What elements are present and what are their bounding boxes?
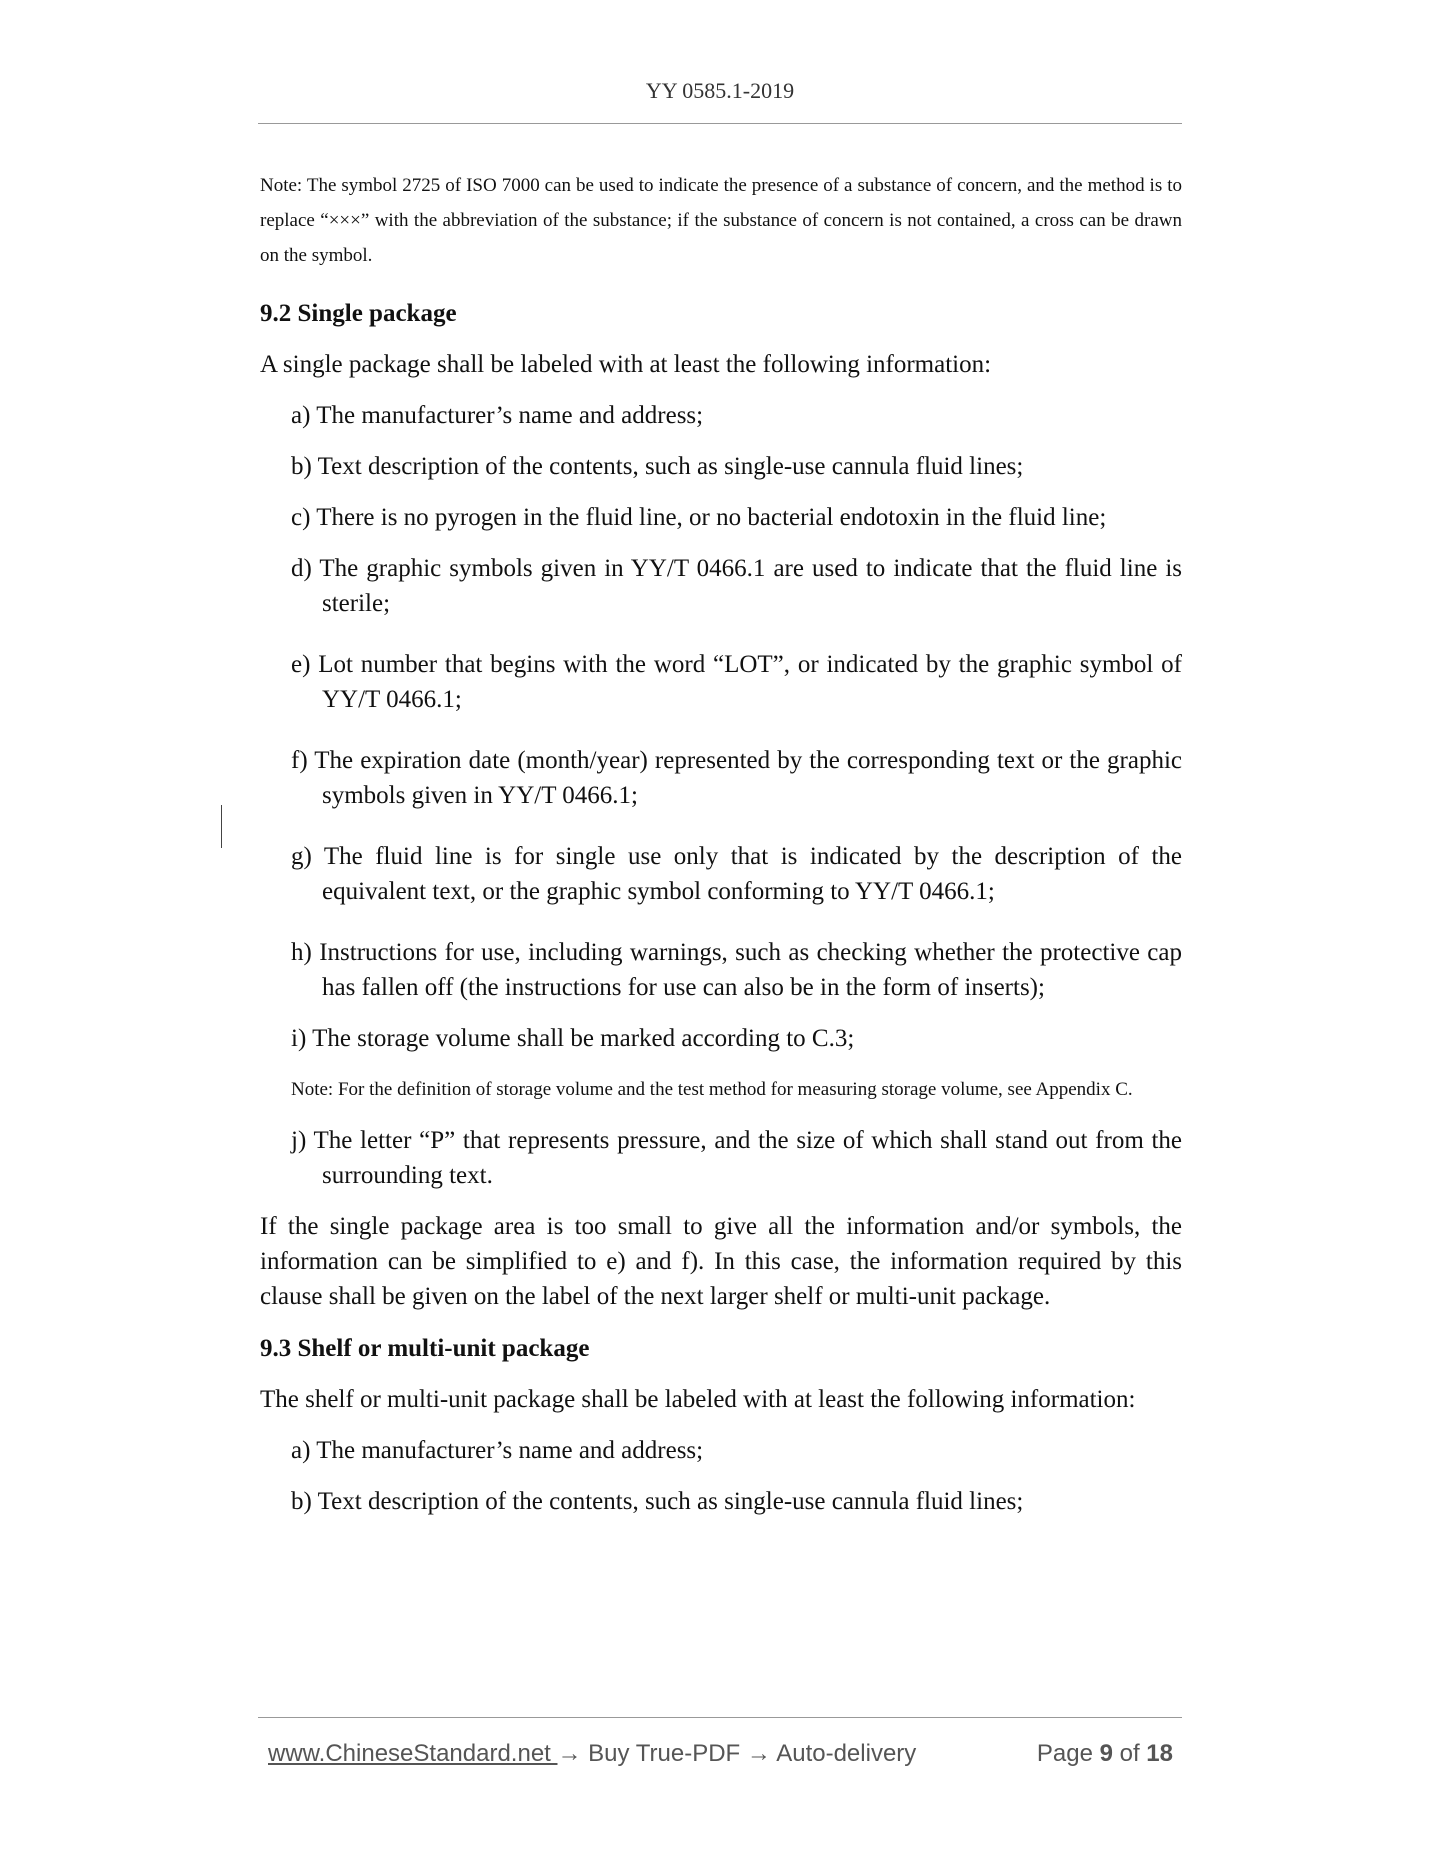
- note-iso-7000: Note: The symbol 2725 of ISO 7000 can be used to indicate the presence of a substance of concern, and the method is to replace “×××” with the abbreviation of the substance; if the substance of concern is not contained, a cross can be drawn on the symbol.: [260, 175, 1182, 266]
- header-rule: [258, 123, 1182, 124]
- list-item-i: i) The storage volume shall be marked according to C.3;: [291, 1025, 855, 1052]
- list-item-d: d) The graphic symbols given in YY/T 0466.1 are used to indicate that the fluid line is sterile;: [291, 555, 1182, 617]
- list-item-e: e) Lot number that begins with the word “LOT”, or indicated by the graphic symbol of YY/T 0466.1;: [291, 651, 1182, 713]
- page-indicator: [1037, 1740, 1173, 1768]
- section-9-3-intro: The shelf or multi-unit package shall be labeled with at least the following information:: [260, 1386, 1136, 1413]
- page-number: 9: [1099, 1740, 1113, 1767]
- list-item-j: j) The letter “P” that represents pressure, and the size of which shall stand out from the surrounding text.: [291, 1127, 1182, 1189]
- list-item-g: g) The fluid line is for single use only that is indicated by the description of the equivalent text, or the graphic symbol conforming to YY/T 0466.1;: [291, 843, 1182, 905]
- section-9-2-closing: If the single package area is too small to give all the information and/or symbols, the information can be simplified to e) and f). In this case, the information required by this clause shall be given on the label of the next larger shelf or multi-unit package.: [260, 1213, 1182, 1310]
- heading-9-2: 9.2 Single package: [260, 300, 457, 327]
- buy-true-pdf-link[interactable]: Buy True-PDF: [581, 1740, 747, 1767]
- site-link[interactable]: www.ChineseStandard.net: [268, 1740, 558, 1767]
- list-item-b: b) Text description of the contents, such as single-use cannula fluid lines;: [291, 453, 1024, 480]
- page-content: [260, 168, 1182, 1519]
- section-9-2-intro: A single package shall be labeled with at least the following information:: [260, 351, 992, 378]
- arrow-right-icon: →: [557, 1740, 582, 1767]
- list-item-h: h) Instructions for use, including warnings, such as checking whether the protective cap has fallen off (the instructions for use can also be in the form of inserts);: [291, 939, 1182, 1001]
- arrow-right-icon: →: [746, 1740, 771, 1767]
- auto-delivery-text: Auto-delivery: [770, 1740, 917, 1767]
- list-item-a: a) The manufacturer’s name and address;: [291, 402, 704, 429]
- document-id-header: YY 0585.1-2019: [645, 78, 795, 103]
- footer-rule: [258, 1717, 1182, 1718]
- list-item-f: f) The expiration date (month/year) represented by the corresponding text or the graphic symbols given in YY/T 0466.1;: [291, 747, 1182, 809]
- total-pages: 18: [1146, 1740, 1173, 1767]
- footer-links: [268, 1740, 916, 1768]
- list-item-c: c) There is no pyrogen in the fluid line, or no bacterial endotoxin in the fluid line;: [291, 504, 1107, 531]
- list-item-9-3-b: b) Text description of the contents, such as single-use cannula fluid lines;: [291, 1488, 1024, 1515]
- list-item-9-3-a: a) The manufacturer’s name and address;: [291, 1437, 704, 1464]
- heading-9-3: 9.3 Shelf or multi-unit package: [260, 1335, 590, 1362]
- change-bar: [221, 805, 222, 848]
- note-storage-volume: Note: For the definition of storage volume and the test method for measuring storage volume, see Appendix C.: [291, 1079, 1133, 1100]
- of-label: of: [1112, 1740, 1147, 1767]
- page-label: Page: [1036, 1740, 1100, 1767]
